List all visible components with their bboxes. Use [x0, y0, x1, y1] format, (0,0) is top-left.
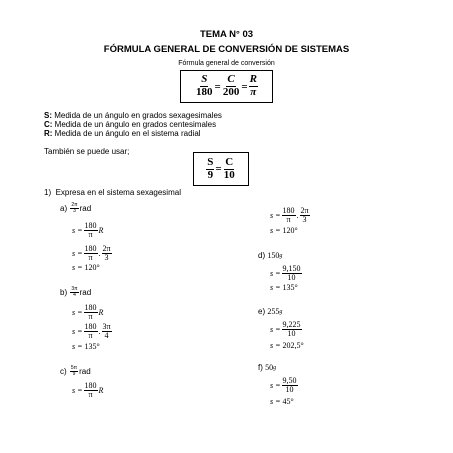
item-b-line1: s = $\frac{180}{\pi}$ R [72, 303, 104, 322]
item-f-line1: s = $\frac{9,50}{10}$ [270, 376, 297, 395]
general-formula-box: $\frac{S}{180}$ = $\frac{C}{200}$ = $\frac{R}{\pi}$ [180, 70, 273, 103]
page-title: TEMA N° 03 [199, 29, 254, 40]
definition-c: C: Medida de un ángulo en grados centesimales [44, 120, 217, 129]
item-f-header: f) 50 g [258, 362, 277, 372]
item-e-result: s = 202,5° [270, 340, 304, 350]
item-c-header: c) $\frac{5\pi}{9}$ rad [60, 365, 91, 378]
definition-s: S: Medida de un ángulo en grados sexagesimales [44, 111, 222, 120]
c-fraction: $\frac{C}{200}$ [222, 73, 240, 98]
item-a-line2: s = $\frac{180}{\pi}$ . $\frac{2\pi}{3}$ [72, 244, 111, 263]
item-c-result: s = 120° [270, 225, 298, 235]
alt-formula-box: $\frac{S}{9}$ = $\frac{C}{10}$ [193, 152, 249, 186]
alt-text: También se puede usar; [44, 147, 130, 156]
item-b-line2: s = $\frac{180}{\pi}$ . $\frac{3\pi}{4}$ [72, 322, 111, 341]
item-e-header: e) 255 g [258, 306, 283, 316]
item-d-header: d) 150 g [258, 250, 283, 260]
item-e-line1: s = $\frac{9,225}{10}$ [270, 320, 301, 339]
r-fraction: $\frac{R}{\pi}$ [249, 73, 257, 98]
s9-fraction: $\frac{S}{9}$ [207, 155, 214, 181]
exercise-heading: 1) Expresa en el sistema sexagesimal [44, 188, 181, 197]
definition-r: R: Medida de un ángulo en el sistema radial [44, 129, 201, 138]
item-d-line1: s = $\frac{9,150}{10}$ [270, 264, 301, 283]
page-subtitle: FÓRMULA GENERAL DE CONVERSIÓN DE SISTEMAS [103, 44, 350, 55]
item-c-line1: s = $\frac{180}{\pi}$ R [72, 381, 104, 400]
item-b-header: b) $\frac{3\pi}{4}$ rad [60, 286, 92, 299]
item-b-result: s = 135° [72, 341, 100, 351]
item-a-line1: s = $\frac{180}{\pi}$ R [72, 221, 104, 240]
item-a-header: a) $\frac{2\pi}{3}$ rad [60, 202, 92, 215]
s-fraction: $\frac{S}{180}$ [196, 73, 213, 98]
formula-caption: Fórmula general de conversión [178, 60, 275, 67]
item-c-line2: s = $\frac{180}{\pi}$ . $\frac{2\pi}{3}$ [270, 206, 309, 225]
c10-fraction: $\frac{C}{10}$ [223, 155, 235, 181]
item-d-result: s = 135° [270, 282, 298, 292]
item-f-result: s = 45° [270, 396, 294, 406]
item-a-result: s = 120° [72, 262, 100, 272]
